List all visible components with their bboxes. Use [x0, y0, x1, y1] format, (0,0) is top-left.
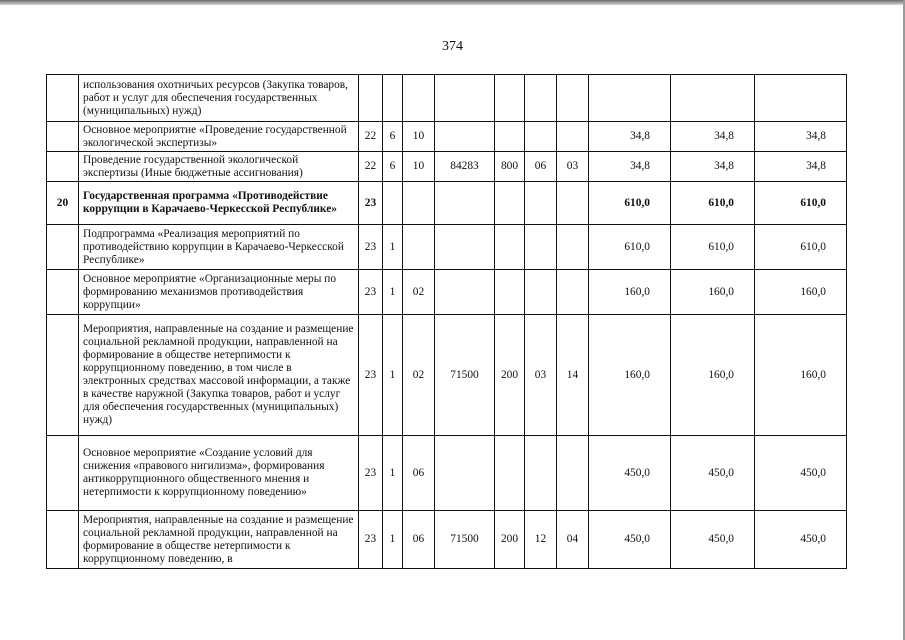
- expense-type-cell: 200: [495, 315, 525, 436]
- program-code-cell: 22: [359, 122, 383, 152]
- subsection-code-cell: 14: [557, 315, 589, 436]
- main-measure-code-cell: 02: [403, 315, 435, 436]
- section-code-cell: [525, 182, 557, 225]
- subprogram-code-cell: 1: [383, 436, 403, 511]
- amount-year1-cell: 34,8: [589, 152, 671, 182]
- table-row: [47, 511, 847, 569]
- section-code-cell: [525, 122, 557, 152]
- main-measure-code-cell: 02: [403, 270, 435, 315]
- amount-year2-cell: 34,8: [671, 122, 755, 152]
- direction-code-cell: [435, 225, 495, 270]
- row-number-cell: [47, 152, 79, 182]
- amount-year2-cell: 450,0: [671, 436, 755, 511]
- amount-year1-cell: 610,0: [589, 225, 671, 270]
- item-name-cell: Основное мероприятие «Проведение государственной экологической экспертизы»: [79, 122, 359, 152]
- row-number-cell: [47, 75, 79, 122]
- main-measure-code-cell: 06: [403, 511, 435, 569]
- amount-year2-cell: 160,0: [671, 315, 755, 436]
- page-number: 374: [442, 39, 463, 54]
- expense-type-cell: [495, 225, 525, 270]
- subprogram-code-cell: [383, 182, 403, 225]
- amount-year1-cell: 450,0: [589, 511, 671, 569]
- subsection-code-cell: 03: [557, 152, 589, 182]
- amount-year2-cell: 160,0: [671, 270, 755, 315]
- item-name-cell: Мероприятия, направленные на создание и размещение социальной рекламной продукции, направленной на формирование в обществе нетерпимости к коррупционному поведению, в: [79, 511, 359, 569]
- program-code-cell: 23: [359, 511, 383, 569]
- table-row: [47, 75, 847, 122]
- direction-code-cell: [435, 182, 495, 225]
- amount-year2-cell: 610,0: [671, 182, 755, 225]
- expense-type-cell: [495, 436, 525, 511]
- main-measure-code-cell: 10: [403, 122, 435, 152]
- main-measure-code-cell: [403, 225, 435, 270]
- item-name-cell: Мероприятия, направленные на создание и размещение социальной рекламной продукции, направленной на формирование в обществе нетерпимости к коррупционному поведению, в том числе в электронных средствах массовой информации, а также в качестве наружной (Закупка товаров, работ и услуг для обеспечения государственных (муниципальных) нужд): [79, 315, 359, 436]
- row-number-cell: [47, 436, 79, 511]
- row-number-cell: [47, 511, 79, 569]
- program-code-cell: 23: [359, 436, 383, 511]
- direction-code-cell: 71500: [435, 511, 495, 569]
- main-measure-code-cell: [403, 75, 435, 122]
- amount-year2-cell: [671, 75, 755, 122]
- section-code-cell: [525, 270, 557, 315]
- section-code-cell: 12: [525, 511, 557, 569]
- table-row: [47, 122, 847, 152]
- subsection-code-cell: [557, 122, 589, 152]
- item-name-cell: Подпрограмма «Реализация мероприятий по противодействию коррупции в Карачаево-Черкесской Республике»: [79, 225, 359, 270]
- program-code-cell: 23: [359, 182, 383, 225]
- amount-year2-cell: 450,0: [671, 511, 755, 569]
- amount-year1-cell: 160,0: [589, 270, 671, 315]
- subprogram-code-cell: 1: [383, 315, 403, 436]
- subprogram-code-cell: [383, 75, 403, 122]
- amount-year1-cell: 160,0: [589, 315, 671, 436]
- row-number-cell: [47, 315, 79, 436]
- amount-year3-cell: 610,0: [755, 225, 847, 270]
- table-row: [47, 182, 847, 225]
- program-code-cell: 22: [359, 152, 383, 182]
- section-code-cell: [525, 75, 557, 122]
- subprogram-code-cell: 1: [383, 225, 403, 270]
- subsection-code-cell: [557, 75, 589, 122]
- main-measure-code-cell: 06: [403, 436, 435, 511]
- section-code-cell: 06: [525, 152, 557, 182]
- expense-type-cell: 800: [495, 152, 525, 182]
- amount-year3-cell: 610,0: [755, 182, 847, 225]
- direction-code-cell: [435, 270, 495, 315]
- row-number-cell: [47, 225, 79, 270]
- amount-year3-cell: 34,8: [755, 122, 847, 152]
- item-name-cell: Основное мероприятие «Создание условий для снижения «правового нигилизма», формирования антикоррупционного общественного мнения и нетерпимости к коррупционному поведению»: [79, 436, 359, 511]
- program-code-cell: [359, 75, 383, 122]
- table-row: [47, 315, 847, 436]
- amount-year3-cell: 160,0: [755, 315, 847, 436]
- amount-year2-cell: 610,0: [671, 225, 755, 270]
- subprogram-code-cell: 6: [383, 122, 403, 152]
- section-code-cell: [525, 225, 557, 270]
- item-name-cell: Проведение государственной экологической экспертизы (Иные бюджетные ассигнования): [79, 152, 359, 182]
- program-code-cell: 23: [359, 225, 383, 270]
- section-code-cell: [525, 436, 557, 511]
- table-body: [47, 75, 847, 569]
- amount-year1-cell: 610,0: [589, 182, 671, 225]
- subprogram-code-cell: 1: [383, 270, 403, 315]
- program-code-cell: 23: [359, 315, 383, 436]
- subsection-code-cell: [557, 182, 589, 225]
- main-measure-code-cell: 10: [403, 152, 435, 182]
- subsection-code-cell: [557, 225, 589, 270]
- expense-type-cell: [495, 270, 525, 315]
- table-row: [47, 270, 847, 315]
- program-code-cell: 23: [359, 270, 383, 315]
- amount-year3-cell: 160,0: [755, 270, 847, 315]
- subprogram-code-cell: 6: [383, 152, 403, 182]
- table-row: [47, 225, 847, 270]
- row-number-cell: [47, 122, 79, 152]
- item-name-cell: использования охотничьих ресурсов (Закупка товаров, работ и услуг для обеспечения государственных (муниципальных) нужд): [79, 75, 359, 122]
- row-number-cell: [47, 270, 79, 315]
- amount-year2-cell: 34,8: [671, 152, 755, 182]
- expense-type-cell: [495, 122, 525, 152]
- subsection-code-cell: [557, 270, 589, 315]
- section-code-cell: 03: [525, 315, 557, 436]
- amount-year3-cell: 450,0: [755, 511, 847, 569]
- scan-edge-top: [0, 0, 905, 5]
- subsection-code-cell: 04: [557, 511, 589, 569]
- table-row: [47, 152, 847, 182]
- subsection-code-cell: [557, 436, 589, 511]
- expense-type-cell: [495, 75, 525, 122]
- amount-year1-cell: 450,0: [589, 436, 671, 511]
- expense-type-cell: 200: [495, 511, 525, 569]
- amount-year1-cell: 34,8: [589, 122, 671, 152]
- direction-code-cell: [435, 75, 495, 122]
- table-row: [47, 436, 847, 511]
- amount-year3-cell: 450,0: [755, 436, 847, 511]
- row-number-cell: 20: [47, 182, 79, 225]
- expense-type-cell: [495, 182, 525, 225]
- direction-code-cell: 84283: [435, 152, 495, 182]
- direction-code-cell: [435, 122, 495, 152]
- budget-table: [46, 74, 847, 569]
- main-measure-code-cell: [403, 182, 435, 225]
- direction-code-cell: 71500: [435, 315, 495, 436]
- direction-code-cell: [435, 436, 495, 511]
- amount-year3-cell: 34,8: [755, 152, 847, 182]
- subprogram-code-cell: 1: [383, 511, 403, 569]
- amount-year3-cell: [755, 75, 847, 122]
- item-name-cell: Основное мероприятие «Организационные меры по формированию механизмов противодействия коррупции»: [79, 270, 359, 315]
- item-name-cell: Государственная программа «Противодействие коррупции в Карачаево-Черкесской Республике»: [79, 182, 359, 225]
- amount-year1-cell: [589, 75, 671, 122]
